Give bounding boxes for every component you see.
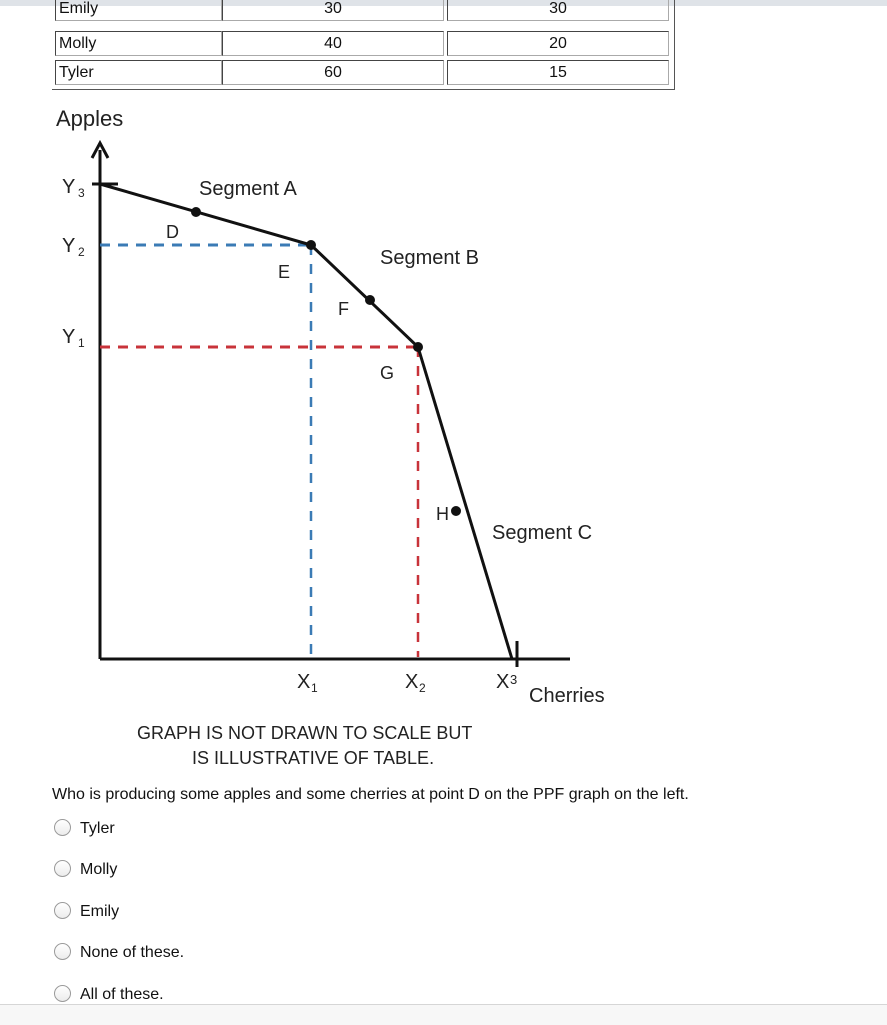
point-d-label: D (166, 222, 179, 242)
point-e (306, 240, 316, 250)
graph-note-line1: GRAPH IS NOT DRAWN TO SCALE BUT (137, 723, 473, 743)
radio-button-tyler[interactable] (54, 819, 71, 836)
x3-label (496, 671, 517, 693)
question-text: Who is producing some apples and some cherries at point D on the PPF graph on the left. (52, 786, 689, 803)
point-h-label: H (436, 504, 449, 524)
point-d (191, 207, 201, 217)
svg-text:1: 1 (78, 336, 85, 350)
point-g (413, 342, 423, 352)
table-cell-cherries: 20 (447, 31, 669, 56)
svg-text:1: 1 (311, 681, 318, 695)
bottom-window-edge (0, 1004, 887, 1025)
point-g-label: G (380, 363, 395, 383)
option-label: Emily (80, 903, 120, 920)
table-cell-cherries: 15 (447, 60, 669, 85)
radio-button-emily[interactable] (54, 902, 71, 919)
table-cell-apples: 30 (222, 0, 444, 21)
option-label: None of these. (80, 944, 185, 961)
radio-button-molly[interactable] (54, 860, 71, 877)
option-label: Tyler (80, 820, 115, 837)
graph-note-line2: IS ILLUSTRATIVE OF TABLE. (192, 748, 435, 768)
svg-text:X: X (297, 671, 311, 693)
table-cell-cherries: 30 (447, 0, 669, 21)
table-cell-name: Emily (55, 0, 222, 21)
y-axis-label: Apples (56, 106, 124, 131)
segment-a-label: Segment A (199, 178, 297, 200)
table-cell-apples: 60 (222, 60, 444, 85)
point-e-label: E (278, 262, 291, 282)
option-label: Molly (80, 861, 118, 878)
svg-text:Y: Y (62, 235, 76, 257)
x2-label (405, 671, 426, 695)
point-h (451, 506, 461, 516)
x-axis-label: Cherries (529, 685, 605, 707)
segment-c-label: Segment C (492, 522, 593, 544)
radio-button-all[interactable] (54, 985, 71, 1002)
svg-text:3: 3 (78, 186, 85, 200)
y2-label (62, 235, 85, 259)
svg-text:2: 2 (419, 681, 426, 695)
x1-label (297, 671, 318, 695)
segment-b-label: Segment B (380, 247, 479, 269)
y1-label (62, 326, 85, 350)
svg-text:Y: Y (62, 326, 76, 348)
table-cell-name: Tyler (55, 60, 222, 85)
svg-text:Y: Y (62, 176, 76, 198)
option-label: All of these. (80, 986, 164, 1003)
svg-text:2: 2 (78, 245, 85, 259)
y3-label (62, 176, 85, 200)
point-f (365, 295, 375, 305)
svg-text:3: 3 (510, 672, 518, 687)
table-cell-apples: 40 (222, 31, 444, 56)
svg-text:X: X (496, 671, 510, 693)
table-cell-name: Molly (55, 31, 222, 56)
point-f-label: F (338, 299, 349, 319)
radio-button-none[interactable] (54, 943, 71, 960)
svg-text:X: X (405, 671, 419, 693)
